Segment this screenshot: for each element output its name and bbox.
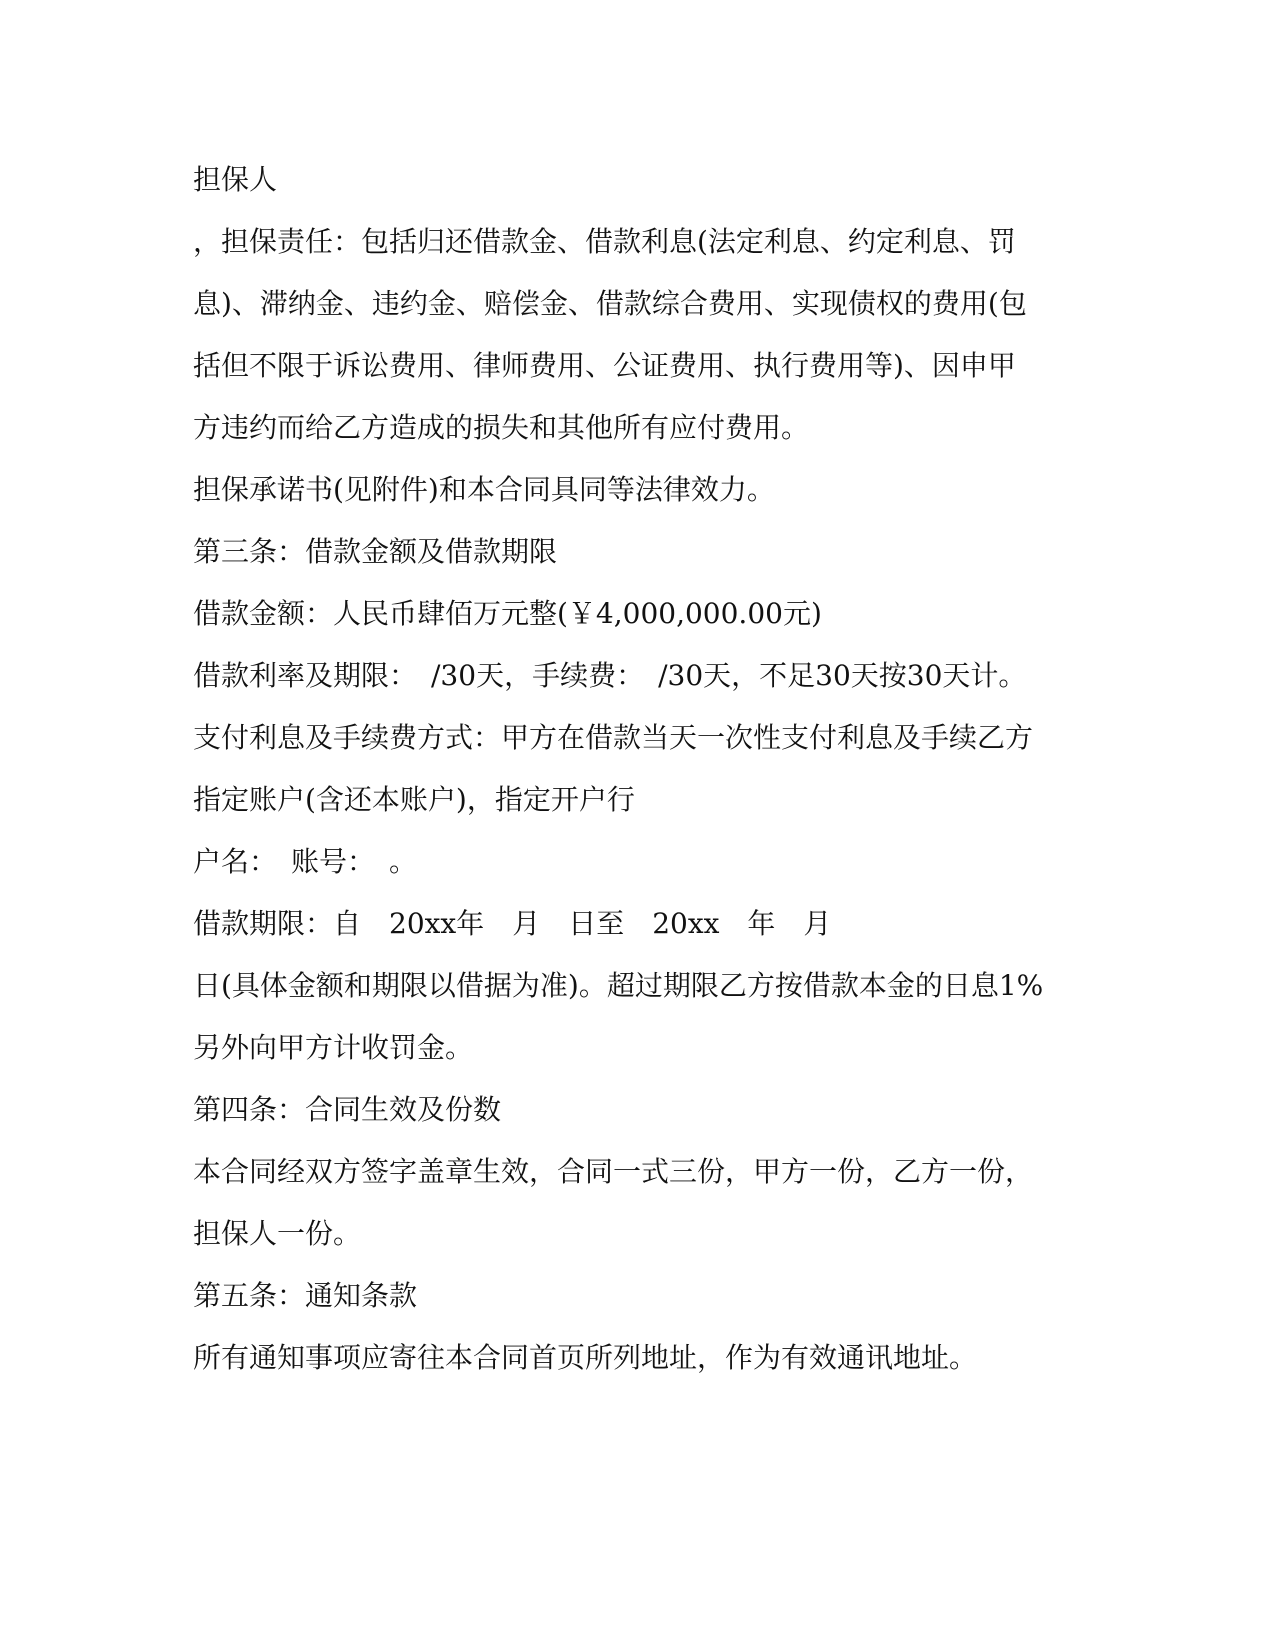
payment-method-line-2: 指定账户(含还本账户)，指定开户行 (193, 783, 635, 816)
effectiveness-line-1: 本合同经双方签字盖章生效，合同一式三份，甲方一份，乙方一份， (193, 1155, 1034, 1188)
effectiveness-line-2: 担保人一份。 (193, 1217, 362, 1250)
guarantee-letter-clause: 担保承诺书(见附件)和本合同具同等法律效力。 (193, 473, 775, 506)
guarantee-liability-line-1: ，担保责任：包括归还借款金、借款利息(法定利息、约定利息、罚 (193, 225, 1016, 258)
payment-method-line-1: 支付利息及手续费方式：甲方在借款当天一次性支付利息及手续乙方 (193, 721, 1034, 754)
article-5-heading: 第五条：通知条款 (193, 1279, 418, 1312)
loan-period-line-3: 另外向甲方计收罚金。 (193, 1031, 474, 1064)
interest-rate-term-line: 借款利率及期限： /30天，手续费： /30天，不足30天按30天计。 (193, 659, 1027, 692)
loan-period-line-2: 日(具体金额和期限以借据为准)。超过期限乙方按借款本金的日息1% (193, 969, 1044, 1002)
article-3-heading: 第三条：借款金额及借款期限 (193, 535, 558, 568)
guarantor-heading: 担保人 (193, 163, 278, 196)
notice-clause-line: 所有通知事项应寄往本合同首页所列地址，作为有效通讯地址。 (193, 1341, 978, 1374)
account-info-line: 户名： 账号： 。 (193, 845, 418, 878)
guarantee-liability-line-3: 括但不限于诉讼费用、律师费用、公证费用、执行费用等)、因申甲 (193, 349, 1016, 382)
guarantee-liability-line-4: 方违约而给乙方造成的损失和其他所有应付费用。 (193, 411, 810, 444)
loan-amount-line: 借款金额：人民币肆佰万元整(￥4,000,000.00元) (193, 597, 822, 630)
loan-period-line-1: 借款期限：自 20xx年 月 日至 20xx 年 月 (193, 907, 832, 940)
guarantee-liability-line-2: 息)、滞纳金、违约金、赔偿金、借款综合费用、实现债权的费用(包 (193, 287, 1027, 320)
article-4-heading: 第四条：合同生效及份数 (193, 1093, 502, 1126)
